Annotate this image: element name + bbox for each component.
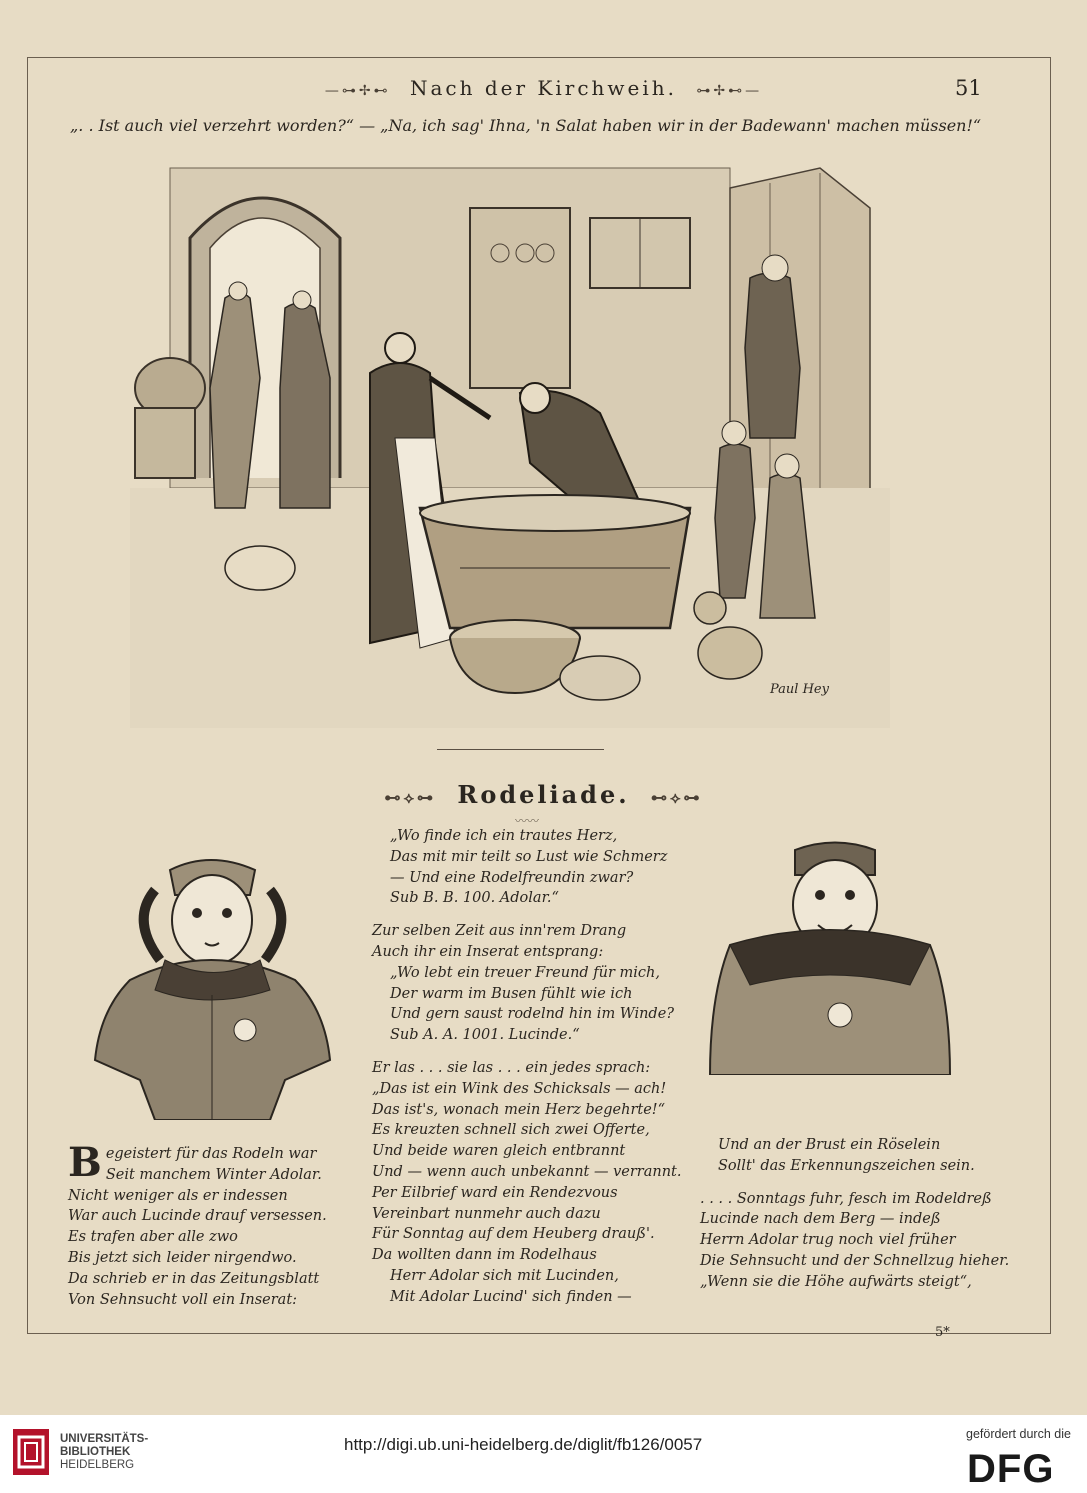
poem-line: Nicht weniger als er indessen <box>68 1187 288 1204</box>
poem-line: War auch Lucinde drauf versessen. <box>68 1208 327 1225</box>
poem-line: Es kreuzten schnell sich zwei Offerte, <box>372 1122 650 1139</box>
poem-line: Per Eilbrief ward ein Rendezvous <box>372 1184 618 1201</box>
poem-line: Sub A. A. 1001. Lucinde.“ <box>390 1027 580 1044</box>
institution-line: UNIVERSITÄTS- <box>60 1433 149 1445</box>
poem-line: Es trafen aber alle zwo <box>68 1229 238 1246</box>
poem-line: Das mit mir teilt so Lust wie Schmerz <box>390 848 668 865</box>
poem-line: egeistert für das Rodeln war <box>105 1146 317 1162</box>
poem-line: Sollt' das Erkennungszeichen sein. <box>718 1157 975 1174</box>
tilde-ornament-icon: 〰〰 <box>515 814 540 828</box>
poem-line: Von Sehnsucht voll ein Inserat: <box>68 1291 298 1308</box>
poem-line: Bis jetzt sich leider nirgendwo. <box>68 1249 297 1266</box>
poem-line: Er las . . . sie las . . . ein jedes sprach: <box>372 1059 651 1076</box>
page-number: 51 <box>955 76 982 100</box>
poem-line: Die Sehnsucht und der Schnellzug hieher. <box>700 1252 1010 1269</box>
poem-line: Sub B. B. 100. Adolar.“ <box>390 890 559 907</box>
poem-line: Und an der Brust ein Röselein <box>718 1137 941 1153</box>
dfg-logo[interactable]: DFG <box>967 1447 1055 1491</box>
running-title: Nach der Kirchweih. <box>410 76 677 100</box>
institution-line: HEIDELBERG <box>60 1459 135 1471</box>
divider-rule <box>437 749 604 750</box>
poem-line: Lucinde nach dem Berg — indeß <box>700 1211 941 1228</box>
ornament-left-icon: ⊷⟡⊶ <box>384 788 437 807</box>
artist-signature: Paul Hey <box>770 682 829 697</box>
poem-line: Und gern saust rodelnd hin im Winde? <box>390 1006 675 1023</box>
poem-line: Da wollten dann im Rodelhaus <box>372 1247 597 1264</box>
poem-line: Zur selben Zeit aus inn'rem Drang <box>372 923 627 940</box>
poem-line: Mit Adolar Lucind' sich finden — <box>390 1288 632 1305</box>
poem-line: Das ist's, wonach mein Herz begehrte!“ <box>372 1101 666 1118</box>
woman-portrait-icon <box>70 835 350 1120</box>
ornament-right-icon: ⊶✢⊷— <box>696 83 763 99</box>
poem-line: „Wenn sie die Höhe aufwärts steigt“, <box>700 1273 972 1290</box>
institution-line: BIBLIOTHEK <box>60 1446 131 1458</box>
illustration-caption: „. . Ist auch viel verzehrt worden?“ — „Na, ich sag' Ihna, 'n Salat haben wir in der Badewann' machen müssen!“ <box>70 116 982 135</box>
poem-title-text: Rodeliade. <box>457 780 630 809</box>
poem-line: Herr Adolar sich mit Lucinden, <box>390 1267 619 1284</box>
poem-left-column <box>68 1139 327 1310</box>
ornament-left-icon: —⊶✢⊷ <box>324 83 391 99</box>
poem-line: Auch ihr ein Inserat entsprang: <box>372 943 604 960</box>
poem-middle-column <box>372 826 681 1308</box>
viewer-footer <box>0 1415 1087 1493</box>
poem-line: Vereinbart nunmehr auch dazu <box>372 1205 601 1222</box>
poem-line: Da schrieb er in das Zeitungsblatt <box>68 1270 320 1287</box>
institution-name[interactable] <box>60 1433 148 1472</box>
running-head <box>0 76 1087 100</box>
poem-line: Für Sonntag auf dem Heuberg drauß'. <box>372 1226 655 1243</box>
dropcap-letter: B <box>68 1139 102 1186</box>
poem-line: „Das ist ein Wink des Schicksals — ach! <box>372 1080 667 1097</box>
poem-line: „Wo finde ich ein trautes Herz, <box>390 828 618 844</box>
university-library-logo-icon[interactable] <box>13 1429 49 1475</box>
sheet-signature-mark: 5* <box>935 1325 950 1340</box>
poem-line: „Wo lebt ein treuer Freund für mich, <box>390 964 660 981</box>
poem-title <box>0 780 1087 809</box>
poem-line: Und — wenn auch unbekannt — verrannt. <box>372 1163 682 1180</box>
man-portrait-icon <box>700 830 960 1075</box>
poem-line: . . . . Sonntags fuhr, fesch im Rodeldreß <box>700 1190 992 1207</box>
poem-line: — Und eine Rodelfreundin zwar? <box>390 869 634 886</box>
poem-line: Und beide waren gleich entbrannt <box>372 1143 626 1160</box>
poem-right-column <box>700 1135 1009 1293</box>
poem-line: Seit manchem Winter Adolar. <box>105 1166 322 1183</box>
permalink-url[interactable]: http://digi.ub.uni-heidelberg.de/diglit/fb126/0057 <box>344 1435 703 1454</box>
poem-line: Herrn Adolar trug noch viel früher <box>700 1232 956 1249</box>
sponsor-note: gefördert durch die <box>966 1427 1071 1441</box>
poem-line: Der warm im Busen fühlt wie ich <box>390 985 633 1002</box>
ornament-right-icon: ⊷⟡⊶ <box>650 788 703 807</box>
kitchen-scene-engraving-icon <box>130 148 890 728</box>
